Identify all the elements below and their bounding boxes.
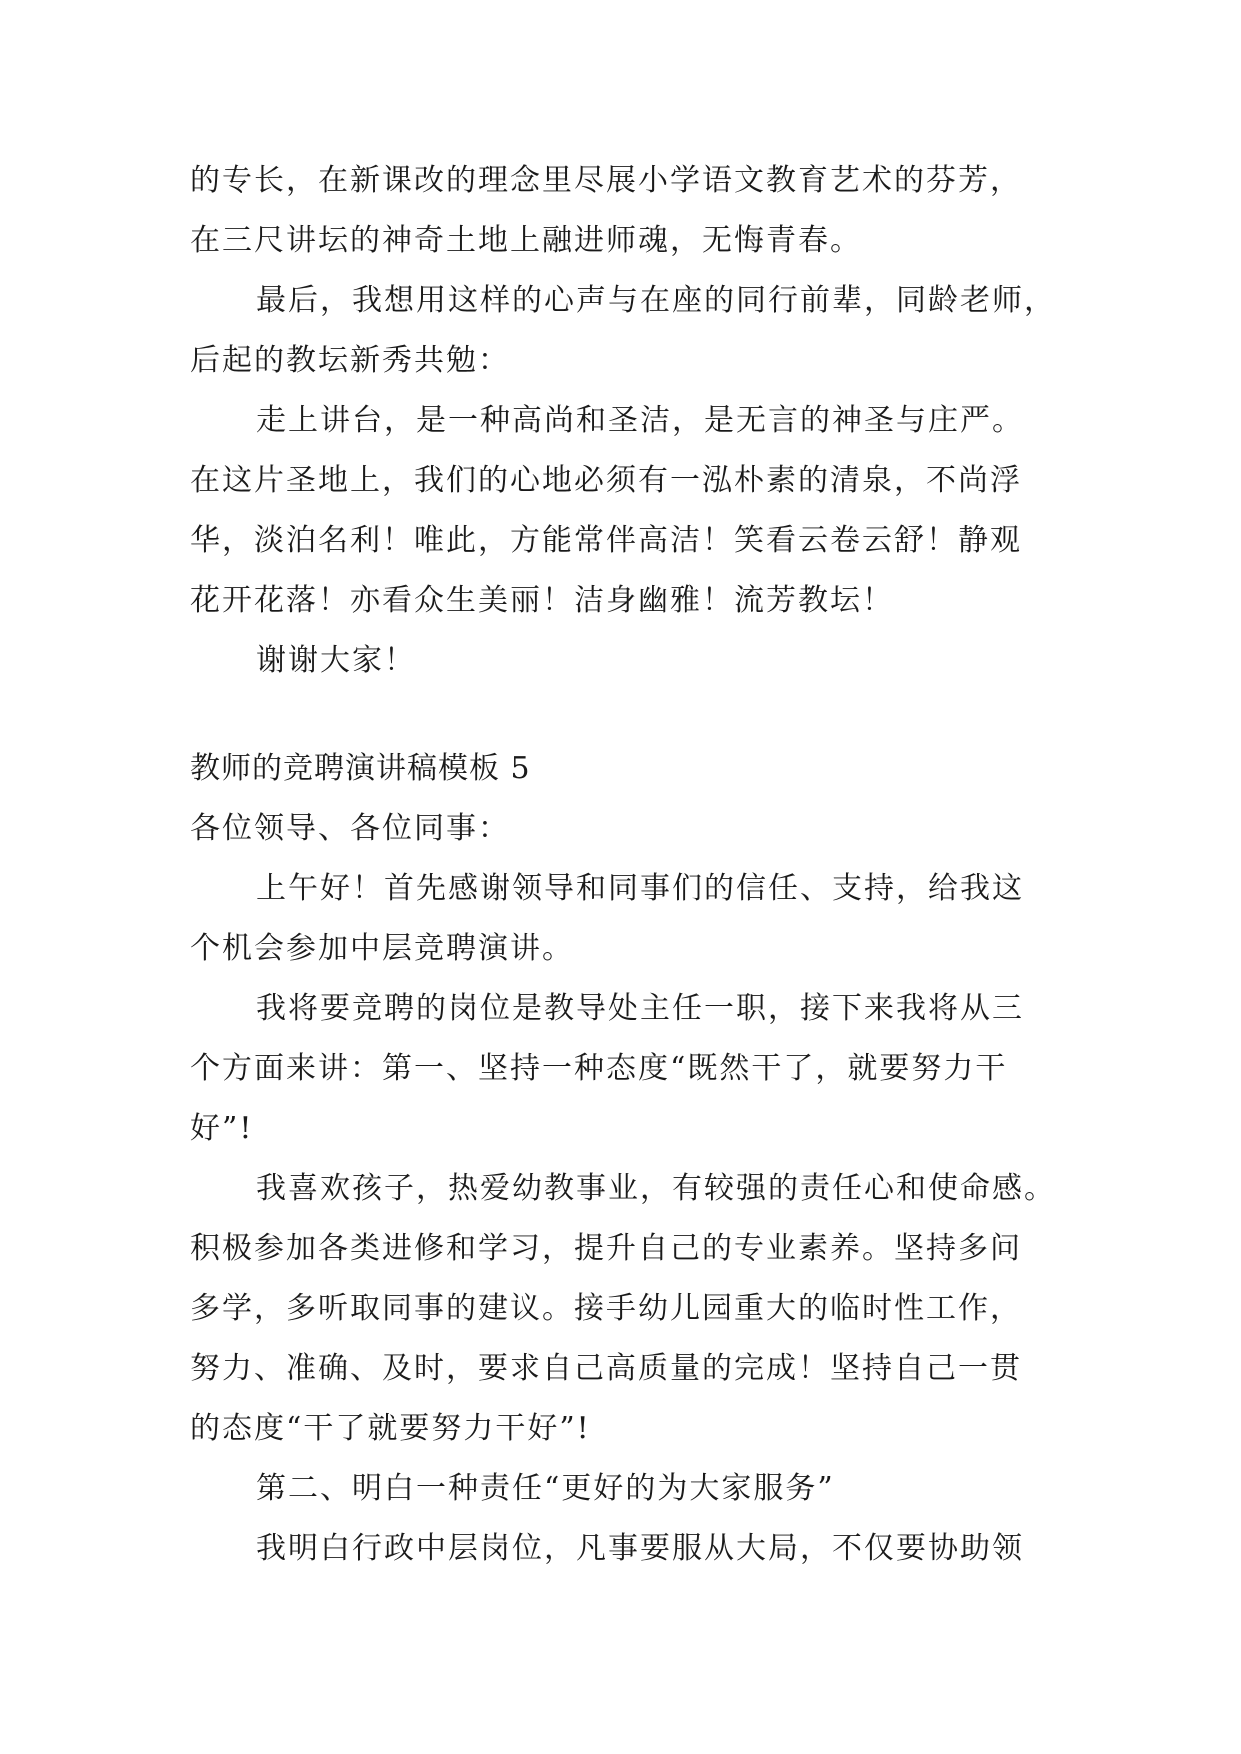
- text-line: 个方面来讲：第一、坚持一种态度“既然干了，就要努力干: [190, 1051, 1008, 1086]
- text-line: 积极参加各类进修和学习，提升自己的专业素养。坚持多问: [190, 1231, 1022, 1266]
- paragraph-start: 走上讲台，是一种高尚和圣洁，是无言的神圣与庄严。: [256, 403, 1024, 438]
- paragraph-start: 我将要竞聘的岗位是教导处主任一职，接下来我将从三: [256, 991, 1024, 1026]
- text-line: 多学，多听取同事的建议。接手幼儿园重大的临时性工作，: [190, 1291, 1022, 1326]
- text-line: 在这片圣地上，我们的心地必须有一泓朴素的清泉，不尚浮: [190, 463, 1022, 498]
- paragraph-start: 第二、明白一种责任“更好的为大家服务”: [256, 1471, 835, 1506]
- text-line: 在三尺讲坛的神奇土地上融进师魂，无悔青春。: [190, 223, 862, 258]
- text-line: 花开花落！亦看众生美丽！洁身幽雅！流芳教坛！: [190, 583, 894, 618]
- text-line: 华，淡泊名利！唯此，方能常伴高洁！笑看云卷云舒！静观: [190, 523, 1022, 558]
- section-gap: [190, 700, 1050, 748]
- text-line: 好”!: [190, 1111, 254, 1146]
- paragraph-start: 我明白行政中层岗位，凡事要服从大局，不仅要协助领: [256, 1531, 1024, 1566]
- salutation: 各位领导、各位同事：: [190, 811, 510, 846]
- document-body: [190, 160, 1056, 1588]
- text-line: 的态度“干了就要努力干好”!: [190, 1411, 591, 1446]
- text-line: 的专长，在新课改的理念里尽展小学语文教育艺术的芬芳，: [190, 163, 1022, 198]
- text-line: 个机会参加中层竞聘演讲。: [190, 931, 574, 966]
- text-line: 后起的教坛新秀共勉：: [190, 343, 510, 378]
- section-title: 教师的竞聘演讲稿模板 5: [190, 751, 531, 786]
- text-line: 努力、准确、及时，要求自己高质量的完成！坚持自己一贯: [190, 1351, 1022, 1386]
- paragraph-start: 最后，我想用这样的心声与在座的同行前辈，同龄老师，: [256, 283, 1056, 318]
- paragraph-start: 我喜欢孩子，热爱幼教事业，有较强的责任心和使命感。: [256, 1171, 1056, 1206]
- closing-thanks: 谢谢大家！: [256, 643, 416, 678]
- paragraph-start: 上午好！首先感谢领导和同事们的信任、支持，给我这: [256, 871, 1024, 906]
